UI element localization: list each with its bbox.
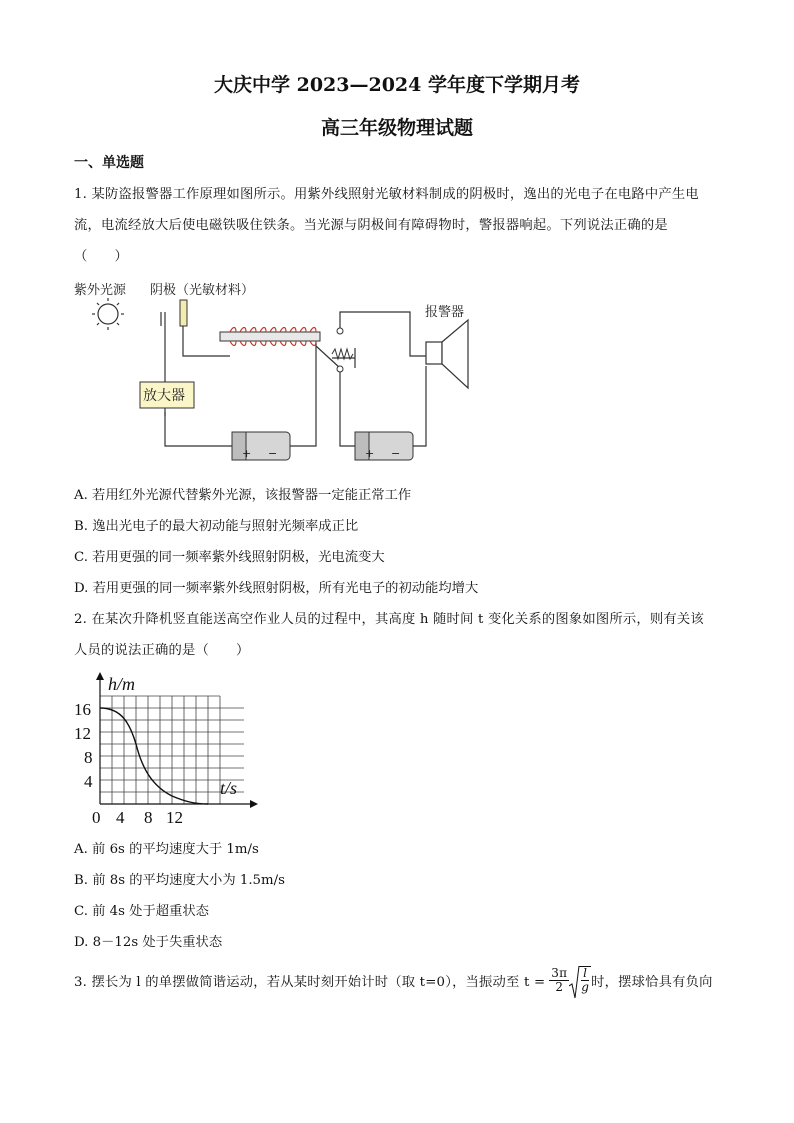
y-tick: 8 [84,748,93,767]
x-tick: 4 [116,808,125,827]
page-title: 大庆中学 2023—2024 学年度下学期月考 [214,74,580,96]
q1-stem-line3: （ ） [74,249,128,264]
x-tick: 8 [144,808,153,827]
q2-option-c: C. 前 4s 处于超重状态 [74,904,209,919]
y-tick: 16 [74,700,91,719]
alarm-label: 报警器 [425,305,465,320]
sqrt-expression: $\frac{l}{g}$ [569,966,591,994]
q1-option-d: D. 若用更强的同一频率紫外线照射阴极，所有光电子的初动能均增大 [74,581,479,596]
svg-text:+: + [365,447,375,460]
q2-stem-line1: 2. 在某次升降机竖直能送高空作业人员的过程中，其高度 h 随时间 t 变化关系的图象如图所示，则有关该 [74,612,704,627]
battery-icon-right [355,432,413,460]
alarm-circuit-diagram [70,276,490,468]
q2-stem-line2: 人员的说法正确的是（ ） [74,643,250,658]
uv-source-label: 紫外光源 [74,283,127,298]
page-subtitle: 高三年级物理试题 [320,117,473,139]
x-tick: 0 [92,808,101,827]
q1-option-c: C. 若用更强的同一频率紫外线照射阴极，光电流变大 [74,550,385,565]
battery-icon-left [232,432,290,460]
q2-option-d: D. 8－12s 处于失重状态 [74,935,223,950]
speaker-icon [426,320,468,388]
height-time-graph [70,668,260,828]
svg-text:+: + [242,447,252,460]
q2-option-b: B. 前 8s 的平均速度大小为 1.5m/s [74,873,285,888]
q3-stem [74,966,713,994]
q1-stem-line1: 1. 某防盗报警器工作原理如图所示。用紫外线照射光敏材料制成的阴极时，逸出的光电子在电路中产生电 [74,187,699,202]
q1-option-b: B. 逸出光电子的最大初动能与照射光频率成正比 [74,519,359,534]
x-tick: 12 [166,808,183,827]
sun-icon [92,298,124,330]
fraction: $\frac{3\pi}{2}$ [551,965,568,994]
q1-option-a: A. 若用红外光源代替紫外光源，该报警器一定能正常工作 [74,488,412,503]
cathode-label: 阴极（光敏材料） [150,283,255,298]
q1-stem-line2: 流，电流经放大后使电磁铁吸住铁条。当光源与阴极间有障碍物时，警报器响起。下列说法正确的是 [74,218,668,233]
svg-text:−: − [391,447,401,460]
amplifier-label: 放大器 [143,388,185,404]
q3-prefix: 3. 摆长为 l 的单摆做简谐运动，若从某时刻开始计时（取 t=0），当振动至 t = [74,974,546,990]
y-axis-label: h/m [108,674,135,694]
x-axis-label: t/s [220,778,238,798]
y-tick: 4 [84,772,93,791]
q3-suffix: 时，摆球恰具有负向 [591,974,713,990]
q2-option-a: A. 前 6s 的平均速度大于 1m/s [74,842,259,857]
svg-text:−: − [268,447,278,460]
y-tick: 12 [74,724,91,743]
section-heading: 一、单选题 [74,155,144,171]
